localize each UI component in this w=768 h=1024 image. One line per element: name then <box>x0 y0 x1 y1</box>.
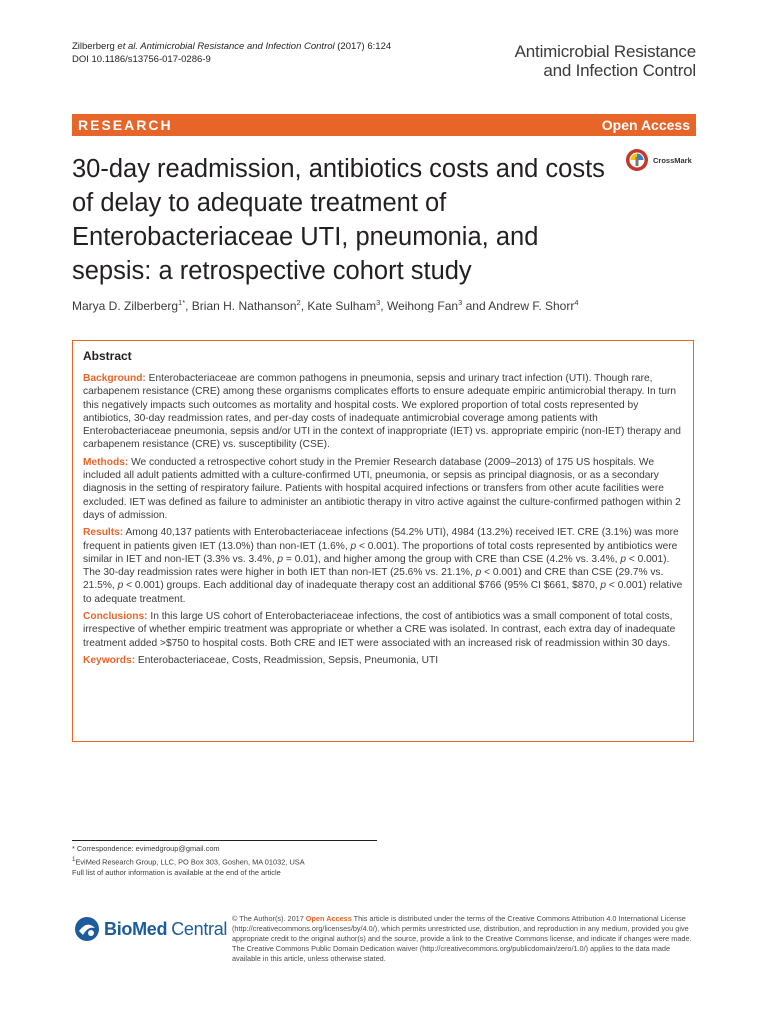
author-name[interactable]: Weihong Fan <box>386 299 459 313</box>
background-text: Enterobacteriaceae are common pathogens in pneumonia, sepsis and urinary tract infection (UTI). Though rare, carbapenem resistance (CRE) among these organisms complicates efforts to ensure adequate empiric antimicrobial therapy. In turn this negatively impacts such outcomes as mortality and hospital costs. We explored proportion of total costs represented by antibiotics, 30-day readmission rates, and per-day costs of inadequate antimicrobial coverage among patients with Enterobacteriaceae pneumonia, sepsis and/or UTI in the context of inappropriate (IET) vs. appropriate empiric (non-IET) therapy and carbapenem resistance (CRE) vs. susceptibility (CSE). <box>83 373 681 451</box>
citation-header <box>72 40 391 66</box>
author-affiliation: 1* <box>178 298 186 307</box>
keywords-label: Keywords: <box>83 654 136 666</box>
abstract-background <box>83 372 683 452</box>
crossmark-icon <box>625 148 649 172</box>
publisher-name-regular: Central <box>171 918 228 939</box>
article-type-banner <box>72 114 696 136</box>
p-value-symbol: p <box>475 567 482 579</box>
results-text: = 0.01), and higher among the group with CRE than CSE (4.2% vs. 3.4%, <box>283 553 621 565</box>
license-statement <box>232 914 698 964</box>
author-name[interactable]: Brian H. Nathanson <box>191 299 297 313</box>
results-text: < 0.001) groups. Each additional day of inadequate therapy cost an additional $766 (95% CI $661, $870, <box>123 580 601 592</box>
abstract-keywords <box>83 654 683 667</box>
author-separator: and <box>462 299 489 313</box>
publisher-logo[interactable] <box>74 916 227 942</box>
results-text: < 0.001). The 30-day readmission rates were higher in both IET than non-IET (25.6% vs. 21.1%, <box>83 553 670 579</box>
p-value-symbol: p <box>277 553 284 565</box>
journal-logo-text <box>515 42 696 80</box>
open-access-label: Open Access <box>601 117 690 133</box>
journal-name-line1: Antimicrobial Resistance <box>514 42 696 61</box>
methods-text: We conducted a retrospective cohort study in the Premier Research database (2009–2013) of 175 US hospitals. We included all adult patients admitted with a culture-confirmed UTI, pneumonia, or sepsis as principal diagnosis, or as a secondary diagnosis in the setting of respiratory failure. Patients with hospital acquired infections or transfers from other acute facilities were excluded. IET was defined as failure to administer an antibiotic therapy in vitro active against the culture-confirmed pathogen within 2 days of admission. <box>83 456 681 521</box>
author-separator: , <box>380 299 387 313</box>
author-affiliation: 2 <box>296 298 301 307</box>
license-prefix: © The Author(s). 2017 <box>232 914 306 923</box>
affiliation-line <box>72 854 377 867</box>
author-name[interactable]: Andrew F. Shorr <box>488 299 575 313</box>
author-name[interactable]: Marya D. Zilberberg <box>72 299 179 313</box>
correspondence-email[interactable]: * Correspondence: evimedgroup@gmail.com <box>72 844 220 853</box>
results-text: < 0.001) and CRE than CSE (29.7% vs. 21.5%, <box>83 567 664 592</box>
license-text: This article is distributed under the terms of the Creative Commons Attribution 4.0 International License (http://creativecommons.org/licenses/by/4.0/), which permits unrestricted use, distribution, and reproduction in any medium, provided you give appropriate credit to the original author(s) and the source, provide a link to the Creative Commons license, and indicate if changes were made. The Creative Commons Public Domain Dedication waiver (http://creativecommons.org/publicdomain/zero/1.0/) applies to the data made available in this article, unless otherwise stated. <box>232 914 692 963</box>
author-separator: , <box>300 299 308 313</box>
affiliation-text: EviMed Research Group, LLC, PO Box 303, Goshen, MA 01032, USA <box>75 857 305 867</box>
author-affiliation: 3 <box>376 298 381 307</box>
results-label: Results: <box>83 527 124 539</box>
results-text: < 0.001) relative to adequate treatment. <box>83 580 683 605</box>
citation-volume: (2017) 6:124 <box>334 41 392 52</box>
crossmark-badge[interactable] <box>625 148 692 172</box>
p-value-symbol: p <box>620 553 626 565</box>
correspondence-footnote <box>72 840 377 878</box>
methods-label: Methods: <box>83 456 129 468</box>
article-title: 30-day readmission, antibiotics costs and costs of delay to adequate treatment of Enterobacteriaceae UTI, pneumonia, and sepsis: a retrospective cohort study <box>72 155 605 285</box>
p-value-symbol: p <box>117 580 124 592</box>
affiliation-number: 1 <box>72 856 76 863</box>
journal-name-line2: and Infection Control <box>543 61 696 80</box>
article-type-label: RESEARCH <box>78 117 173 133</box>
citation-line <box>72 40 391 53</box>
abstract-conclusions <box>83 610 683 650</box>
p-value-symbol: p <box>350 540 357 552</box>
conclusions-text: In this large US cohort of Enterobacteriaceae infections, the cost of antibiotics was a small component of total costs, irrespective of whether empiric treatment was appropriate or whether a CRE was isolated. In contrast, each extra day of inadequate treatment added >$750 to hospital costs. Both CRE and IET were associated with an increased risk of readmission within 30 days. <box>83 611 676 649</box>
crossmark-label: CrossMark <box>653 155 692 165</box>
publisher-name-bold: BioMed <box>104 918 168 939</box>
author-name[interactable]: Kate Sulham <box>307 299 377 313</box>
author-affiliation: 3 <box>458 298 463 307</box>
abstract-results <box>83 526 683 606</box>
citation-journal: et al. Antimicrobial Resistance and Infection Control <box>117 41 335 52</box>
keywords-text: Enterobacteriaceae, Costs, Readmission, Sepsis, Pneumonia, UTI <box>135 654 439 666</box>
author-list <box>72 298 579 313</box>
citation-authors: Zilberberg <box>72 41 118 52</box>
author-affiliation: 4 <box>574 298 579 307</box>
doi-line[interactable]: DOI 10.1186/s13756-017-0286-9 <box>72 54 211 65</box>
biomed-central-icon <box>74 916 100 942</box>
results-text: Among 40,137 patients with Enterobacteriaceae infections (54.2% UTI), 4984 (13.2%) received IET. CRE (3.1%) was more frequent in patients given IET (13.0%) than non-IET (1.6%, <box>83 527 679 552</box>
author-separator: , <box>185 299 192 313</box>
abstract-box <box>72 340 694 742</box>
full-list-note: Full list of author information is available at the end of the article <box>72 868 281 878</box>
results-text: < 0.001). The proportions of total costs represented by antibiotics were similar in IET and non-IET (3.3% vs. 3.4%, <box>83 540 678 565</box>
abstract-methods <box>83 456 683 522</box>
license-open-access: Open Access <box>305 914 352 923</box>
background-label: Background: <box>83 373 146 384</box>
conclusions-label: Conclusions: <box>83 611 148 623</box>
p-value-symbol: p <box>600 580 607 592</box>
abstract-heading: Abstract <box>83 349 132 363</box>
